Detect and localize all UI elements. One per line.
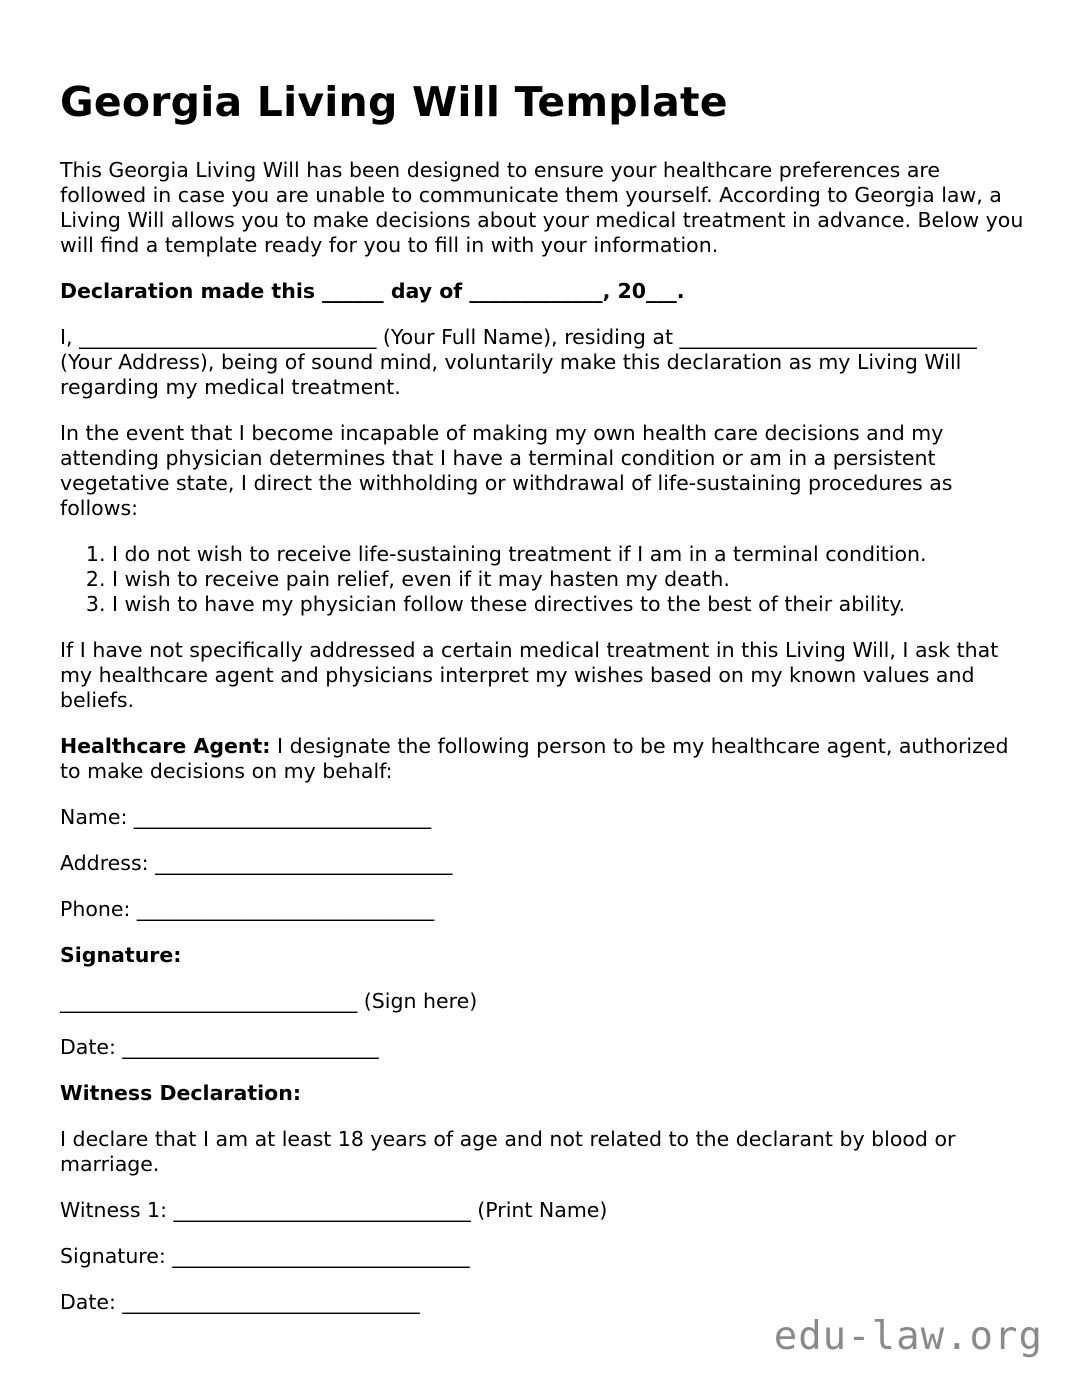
directives-list [60, 542, 1025, 617]
directive-item: 2. I wish to receive pain relief, even if it may hasten my death. [112, 567, 1025, 592]
signature-date-field: Date: _________________________ [60, 1035, 379, 1059]
healthcare-agent-label: Healthcare Agent: [60, 734, 271, 758]
page-title: Georgia Living Will Template [60, 78, 728, 126]
healthcare-agent-text: I designate the following person to be my healthcare agent, authorized to make decisions on my behalf: [60, 734, 1009, 783]
agent-address-field: Address: _____________________________ [60, 851, 453, 875]
agent-name-field: Name: _____________________________ [60, 805, 432, 829]
identity-paragraph: I, _____________________________ (Your Full Name), residing at _____________________________ (Your Address), being of sound mind, voluntarily make this declaration as my Living Will regarding my medical treatment. [60, 325, 977, 399]
signature-heading: Signature: [60, 943, 182, 967]
witness-date-field: Date: _____________________________ [60, 1290, 420, 1314]
document-page [60, 78, 1025, 1336]
directive-item: 1. I do not wish to receive life-sustaining treatment if I am in a terminal condition. [112, 542, 1025, 567]
watermark: edu-law.org [773, 1314, 1043, 1359]
unaddressed-paragraph: If I have not specifically addressed a certain medical treatment in this Living Will, I ask that my healthcare agent and physicians interpret my wishes based on my known values and beliefs. [60, 638, 999, 712]
agent-phone-field: Phone: _____________________________ [60, 897, 435, 921]
witness-statement: I declare that I am at least 18 years of age and not related to the declarant by blood or marriage. [60, 1127, 956, 1176]
intro-paragraph: This Georgia Living Will has been designed to ensure your healthcare preferences are followed in case you are unable to communicate them yourself. According to Georgia law, a Living Will allows you to make decisions about your medical treatment in advance. Below you will find a template ready for you to fill in with your information. [60, 158, 1024, 257]
witness-signature-field: Signature: _____________________________ [60, 1244, 470, 1268]
witness1-name-field: Witness 1: _____________________________ (Print Name) [60, 1198, 608, 1222]
declaration-date-line: Declaration made this ______ day of _____________, 20___. [60, 279, 685, 303]
directive-item: 3. I wish to have my physician follow these directives to the best of their ability. [112, 592, 1025, 617]
witness-heading: Witness Declaration: [60, 1081, 302, 1105]
signature-line: _____________________________ (Sign here) [60, 989, 478, 1013]
event-paragraph: In the event that I become incapable of making my own health care decisions and my attending physician determines that I have a terminal condition or am in a persistent vegetative state, I direct the withholding or withdrawal of life-sustaining procedures as follows: [60, 421, 953, 520]
healthcare-agent-paragraph [60, 734, 1025, 784]
